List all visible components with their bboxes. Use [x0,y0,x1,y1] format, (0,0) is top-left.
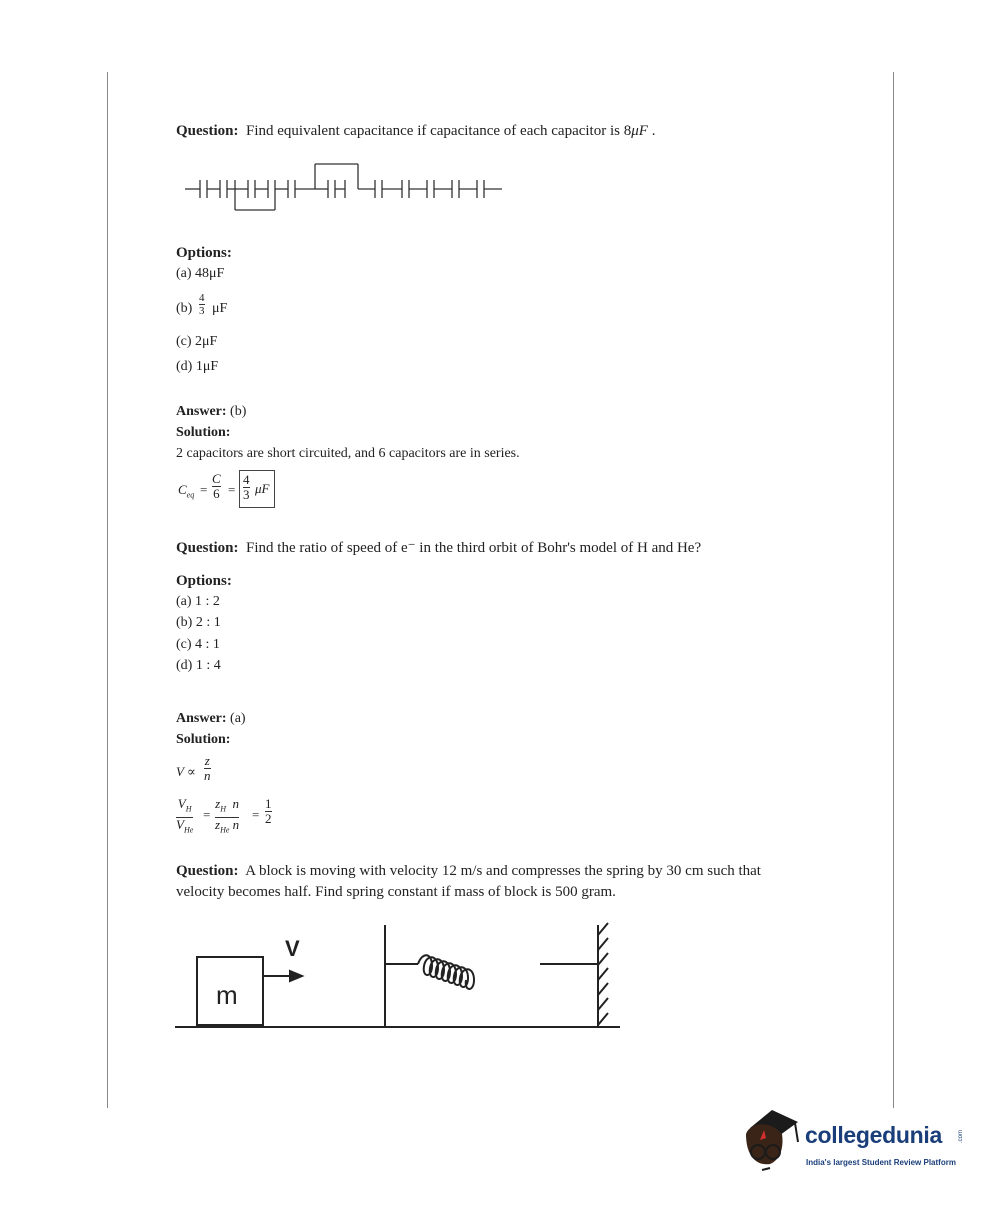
q1-question [176,122,655,140]
block-spring-diagram [170,920,630,1035]
q1-eq-lhs-symbol: C [178,482,187,497]
q2-option-b: (b) 2 : 1 [176,615,221,630]
q3-question-line1 [176,862,761,880]
q1-eq-box-den: 3 [243,487,250,502]
q1-label: Question: [176,123,239,139]
q2-ratio-num: V [177,796,186,811]
velocity-arrow [290,971,302,981]
q2-option-c: (c) 4 : 1 [176,637,220,652]
q3-question-line2: velocity becomes half. Find spring constant if mass of block is 500 gram. [176,884,616,900]
q2-solution-label: Solution: [176,732,231,747]
block-label: m [216,980,238,1010]
q2-answer-value: (a) [230,711,246,726]
q2-mid-den-n: n [232,816,240,832]
q2-answer [176,710,246,728]
q1-eq-box-num: 4 [243,472,250,487]
q2-prop-fraction [204,754,211,783]
q1-unit: μF [631,123,648,139]
q1-eq-unit: μF [255,481,270,496]
q1-eq-lhs [178,481,194,505]
q2-result-den: 2 [265,811,272,826]
q2-mid-num: z [215,796,221,811]
q1-option-a: (a) 48μF [176,266,225,281]
q1-answer-label: Answer: [176,404,227,419]
right-margin-line [893,72,894,1108]
q1-eq-equals-2: = [228,482,236,497]
q2-result-fraction [265,797,272,826]
q1-eq-fraction [212,472,221,501]
q3-label: Question: [176,863,239,879]
q2-mid-fraction [215,797,239,837]
q2-label: Question: [176,540,239,556]
q2-mid-num-sub: H [220,804,226,814]
q1-solution-label: Solution: [176,425,231,440]
q2-ratio-num-sub: H [185,804,192,814]
collegedunia-mascot-icon [740,1108,802,1180]
brand-name [805,1122,942,1149]
q1-option-b-fraction [199,292,205,317]
q1-eq-den: 6 [213,486,220,501]
q1-option-d: (d) 1μF [176,359,219,374]
q1-tail: . [651,123,656,139]
q1-option-c: (c) 2μF [176,334,218,349]
q1-eq-lhs-sub: eq [186,490,195,500]
q2-option-d: (d) 1 : 4 [176,658,221,673]
q2-options-heading: Options: [176,573,232,589]
q1-answer-value: (b) [230,404,247,419]
q1-option-b [176,300,192,318]
q2-answer-label: Answer: [176,711,227,726]
q2-prop-den: n [204,768,211,783]
q1-option-b-den: 3 [199,305,205,317]
q2-mid-n: n [232,796,239,811]
brand-name-text: collegedunia [805,1122,942,1148]
q1-options-heading: Options: [176,245,232,261]
q2-prop-lhs: V ∝ [176,764,196,779]
spring [418,955,474,989]
q1-eq-num: C [212,471,221,486]
brand-tagline: India's largest Student Review Platform [806,1158,956,1167]
q1-eq-box-fraction [243,473,250,502]
q2-option-a: (a) 1 : 2 [176,594,220,609]
q2-prop-num: z [204,753,210,768]
capacitor-circuit-diagram [180,158,510,218]
q1-solution-text: 2 capacitors are short circuited, and 6 capacitors are in series. [176,446,520,461]
q2-ratio-equals-2: = [252,807,260,822]
q1-answer [176,403,246,421]
q1-eq-boxed-result [239,470,275,508]
q1-option-b-unit: μF [212,301,228,316]
q2-ratio-fraction [176,797,193,837]
q2-ratio-equals-1: = [203,807,211,822]
q3-line1: A block is moving with velocity 12 m/s and compresses the spring by 30 cm such that [245,863,761,879]
brand-dotcom: .com [958,1130,964,1144]
q2-result-num: 1 [265,796,272,811]
q1-option-b-label: (b) [176,301,193,316]
q1-option-b-num: 4 [199,292,205,304]
q2-text: Find the ratio of speed of e⁻ in the third orbit of Bohr's model of H and He? [246,540,702,556]
q2-ratio-den: V [176,816,184,832]
q2-mid-den-sub: He [220,825,230,835]
left-margin-line [107,72,108,1108]
q2-ratio-den-sub: He [183,825,194,835]
q1-eq-equals-1: = [200,482,208,497]
q2-mid-den: z [215,816,221,832]
q1-text: Find equivalent capacitance if capacitance of each capacitor is 8 [246,123,632,139]
velocity-label: V [285,936,300,961]
q2-question [176,539,701,557]
